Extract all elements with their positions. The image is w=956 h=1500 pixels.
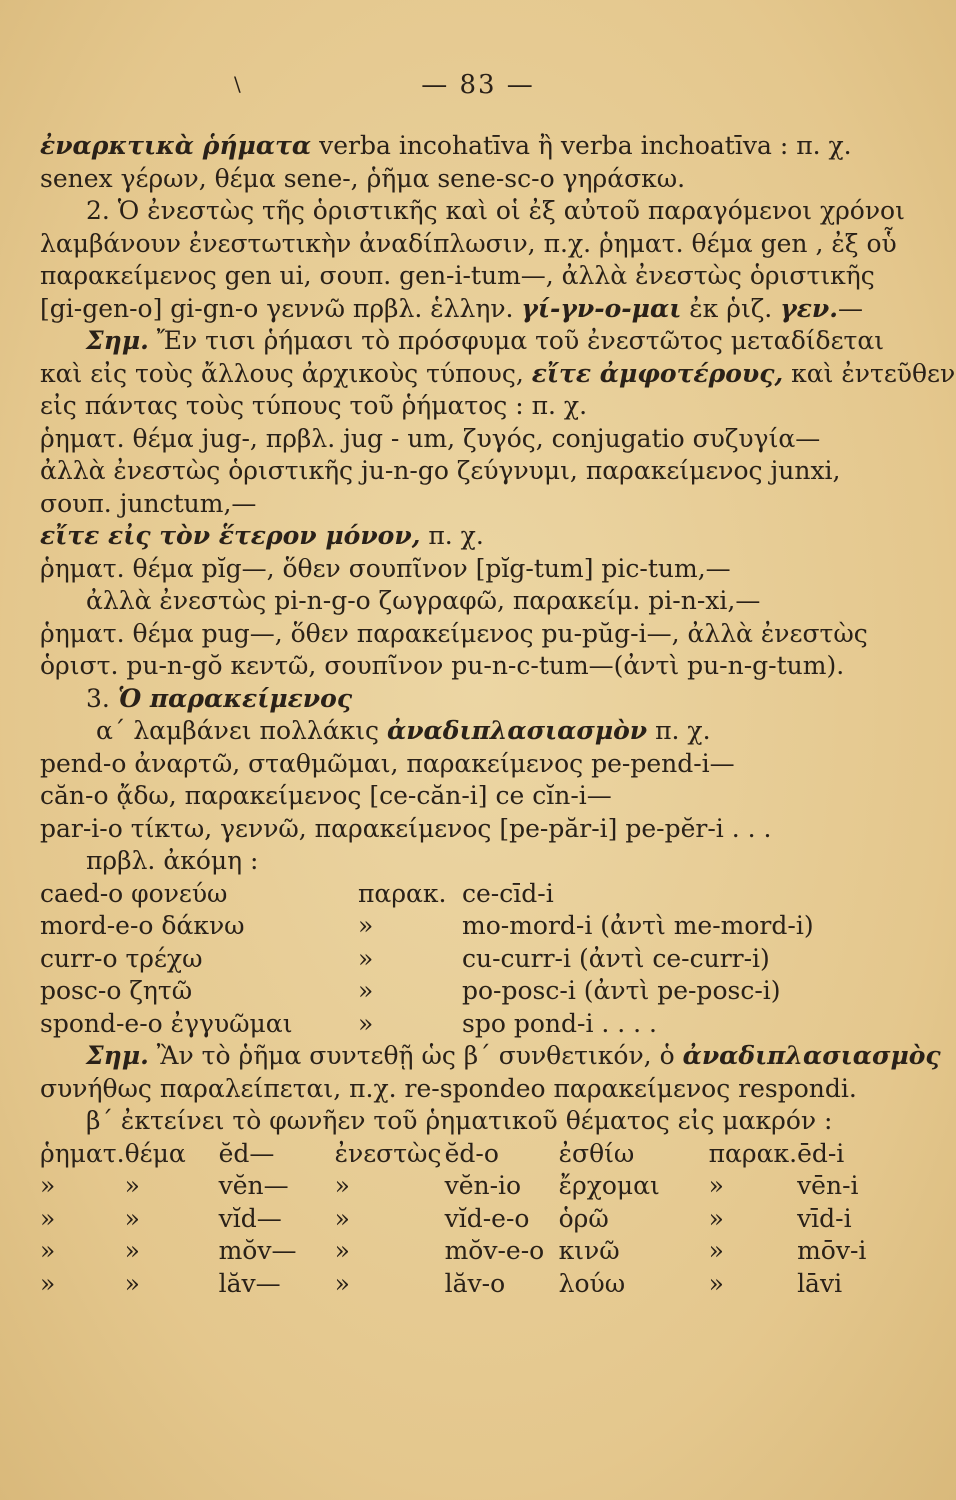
table-cell: παρακ. bbox=[708, 1138, 798, 1168]
vowel-lengthening-table bbox=[40, 1138, 866, 1301]
table-cell: ἔρχομαι bbox=[558, 1171, 660, 1200]
table-cell: κινῶ bbox=[558, 1236, 620, 1265]
table-cell: » bbox=[334, 1171, 350, 1200]
text-run: senex γέρων, θέμα sene-, ῥῆμα sene-sc-o γηράσκω. bbox=[40, 163, 686, 193]
table-cell: po-posc-i (ἀντὶ pe-posc-i) bbox=[462, 976, 781, 1005]
table-cell: » bbox=[708, 1236, 724, 1265]
table-cell: » bbox=[708, 1268, 724, 1298]
text-line bbox=[40, 163, 920, 196]
table-cell: ἐνεστὼς bbox=[334, 1138, 442, 1168]
table-cell: vĭd-e-o bbox=[444, 1203, 530, 1233]
text-line bbox=[40, 683, 920, 716]
table-cell: mo-mord-i (ἀντὶ me-mord-i) bbox=[462, 911, 814, 940]
text-line bbox=[40, 845, 920, 878]
text-run: παρακείμενος gen ui, σουπ. gen-i-tum—, ἀλλὰ ἐνεστὼς ὁριστικῆς bbox=[40, 261, 875, 290]
table-row bbox=[40, 943, 814, 976]
page-number: — 83 — bbox=[421, 70, 535, 100]
text-line bbox=[40, 260, 920, 293]
text-line bbox=[40, 748, 920, 781]
table-cell: » bbox=[358, 911, 374, 940]
table-cell: » bbox=[124, 1236, 140, 1265]
table-row bbox=[40, 1235, 866, 1268]
table-cell: lăv-o bbox=[444, 1268, 506, 1298]
text-line bbox=[40, 650, 920, 683]
table-cell: lăv— bbox=[218, 1268, 281, 1298]
table-cell: lāvi bbox=[797, 1268, 843, 1298]
bold-term: εἴτε ἀμφοτέρους, bbox=[531, 358, 784, 388]
corner-mark: \ bbox=[234, 72, 241, 96]
text-run: verba incohatīva ἢ verba inchoatīva : π. χ. bbox=[311, 131, 852, 160]
table-cell: mŏv-e-o bbox=[444, 1236, 545, 1265]
table-cell: » bbox=[40, 1236, 56, 1265]
text-line bbox=[40, 293, 920, 326]
text-line bbox=[40, 423, 920, 456]
text-run: β΄ ἐκτείνει τὸ φωνῆεν τοῦ ῥηματικοῦ θέματος εἰς μακρόν : bbox=[86, 1106, 833, 1135]
table-cell: posc-o ζητῶ bbox=[40, 976, 193, 1005]
table-cell: curr-o τρέχω bbox=[40, 943, 203, 973]
text-line bbox=[40, 520, 920, 553]
text-run: ῥηματ. θέμα pĭg—, ὅθεν σουπῖνον [pĭg-tum] pic-tum,— bbox=[40, 553, 731, 583]
text-run: π. χ. bbox=[647, 716, 711, 745]
table-cell: » bbox=[358, 943, 374, 973]
table-cell: vēn-i bbox=[797, 1171, 859, 1200]
text-line bbox=[40, 553, 920, 586]
text-run: ἀλλὰ ἐνεστὼς ὁριστικῆς ju-n-go ζεύγνυμι, παρακείμενος junxi, bbox=[40, 456, 841, 485]
bold-term: γί-γν-ο-μαι bbox=[521, 293, 682, 323]
bold-term: ἐναρκτικὰ ῥήματα bbox=[40, 131, 312, 160]
text-run: Ἂν τὸ ῥῆμα συντεθῇ ὡς β΄ συνθετικόν, ὁ bbox=[148, 1041, 683, 1070]
table-cell: vĕn-io bbox=[444, 1171, 522, 1200]
bold-term: Ὁ παρακείμενος bbox=[117, 683, 353, 713]
text-run: ἐκ ῥιζ. bbox=[681, 293, 781, 323]
table-cell: mŏv— bbox=[218, 1236, 297, 1265]
table-cell: θέμα bbox=[124, 1138, 186, 1168]
table-cell: » bbox=[40, 1203, 56, 1233]
text-line bbox=[40, 325, 920, 358]
text-line bbox=[40, 1073, 920, 1106]
bold-term: ἀναδιπλασιασμὸν bbox=[386, 716, 648, 745]
text-run: π. χ. bbox=[420, 521, 484, 550]
page-body bbox=[40, 130, 956, 1300]
table-cell: » bbox=[358, 1008, 374, 1038]
table-cell: » bbox=[358, 976, 374, 1005]
text-run: συνήθως παραλείπεται, π.χ. re-spondeo παρακείμενος respondi. bbox=[40, 1073, 857, 1103]
table-cell: ĕd— bbox=[218, 1138, 275, 1168]
bold-term: εἴτε εἰς τὸν ἕτερον μόνον, bbox=[40, 521, 421, 550]
table-cell: mōv-i bbox=[797, 1236, 867, 1265]
table-row bbox=[40, 1170, 866, 1203]
table-row bbox=[40, 1138, 866, 1171]
table-cell: caed-o φονεύω bbox=[40, 878, 228, 908]
text-run: — bbox=[837, 293, 863, 323]
table-cell: » bbox=[40, 1171, 56, 1200]
text-run: 3. bbox=[86, 683, 118, 713]
text-run: căn-o ᾄδω, παρακείμενος [ce-căn-i] ce cĭn-i— bbox=[40, 781, 612, 810]
table-row bbox=[40, 1268, 866, 1301]
text-line bbox=[40, 130, 920, 163]
text-run: καὶ ἐντεῦθεν bbox=[783, 358, 956, 388]
text-run: σουπ. junctum,— bbox=[40, 488, 257, 518]
text-line bbox=[40, 228, 920, 261]
text-run: pend-o ἀναρτῶ, σταθμῶμαι, παρακείμενος pe-pend-i— bbox=[40, 748, 735, 778]
table-cell: vĕn— bbox=[218, 1171, 289, 1200]
table-cell: » bbox=[40, 1268, 56, 1298]
table-cell: ĕd-o bbox=[444, 1138, 499, 1168]
table-cell: » bbox=[334, 1236, 350, 1265]
table-cell: vīd-i bbox=[797, 1203, 852, 1233]
text-run: λαμβάνουν ἐνεστωτικὴν ἀναδίπλωσιν, π.χ. ῥηματ. θέμα gen , ἐξ οὗ bbox=[40, 228, 897, 258]
table-cell: » bbox=[708, 1203, 724, 1233]
paragraph-block-2 bbox=[40, 1040, 941, 1138]
text-line bbox=[40, 813, 920, 846]
text-line bbox=[40, 488, 920, 521]
text-run: καὶ εἰς τοὺς ἄλλους ἀρχικοὺς τύπους, bbox=[40, 358, 532, 388]
table-row bbox=[40, 1008, 814, 1041]
text-run: par-i-o τίκτω, γεννῶ, παρακείμενος [pe-păr-i] pe-pĕr-i . . . bbox=[40, 813, 772, 843]
table-cell: » bbox=[124, 1171, 140, 1200]
text-run: ὁριστ. pu-n-gŏ κεντῶ, σουπῖνον pu-n-c-tum—(ἀντὶ pu-n-g-tum). bbox=[40, 651, 845, 680]
table-cell: ὁρῶ bbox=[558, 1203, 609, 1233]
text-run: Ἔν τισι ῥήμασι τὸ πρόσφυμα τοῦ ἐνεστῶτος μεταδίδεται bbox=[148, 326, 885, 355]
text-line bbox=[40, 780, 920, 813]
text-line bbox=[40, 1040, 941, 1073]
text-line bbox=[40, 455, 920, 488]
bold-term: Σημ. bbox=[86, 326, 149, 355]
table-cell: » bbox=[708, 1171, 724, 1200]
text-line bbox=[40, 390, 920, 423]
table-cell: cu-curr-i (ἀντὶ ce-curr-i) bbox=[462, 943, 770, 973]
table-cell: spond-e-o ἐγγυῶμαι bbox=[40, 1008, 293, 1038]
paragraph-block-1 bbox=[40, 130, 956, 878]
text-run: ῥηματ. θέμα pug—, ὅθεν παρακείμενος pu-pŭg-i—, ἀλλὰ ἐνεστὼς bbox=[40, 618, 868, 648]
table-cell: spo pond-i . . . . bbox=[462, 1008, 658, 1038]
text-run: πρβλ. ἀκόμη : bbox=[86, 846, 259, 875]
table-row bbox=[40, 878, 814, 911]
bold-term: Σημ. bbox=[86, 1041, 149, 1070]
reduplication-table bbox=[40, 878, 814, 1041]
text-line bbox=[40, 1105, 920, 1138]
text-run: εἰς πάντας τοὺς τύπους τοῦ ῥήματος : π. χ. bbox=[40, 391, 588, 420]
table-cell: ēd-i bbox=[797, 1138, 845, 1168]
table-row bbox=[40, 975, 814, 1008]
table-cell: » bbox=[334, 1203, 350, 1233]
table-cell: ἐσθίω bbox=[558, 1138, 635, 1168]
text-run: 2. Ὁ ἐνεστὼς τῆς ὁριστικῆς καὶ οἱ ἐξ αὐτοῦ παραγόμενοι χρόνοι bbox=[86, 196, 905, 225]
table-cell: » bbox=[334, 1268, 350, 1298]
text-run: ἀλλὰ ἐνεστὼς pi-n-g-o ζωγραφῶ, παρακείμ. pi-n-xi,— bbox=[86, 586, 761, 615]
text-line bbox=[40, 358, 956, 391]
table-cell: ῥηματ. bbox=[40, 1138, 125, 1168]
table-cell: λούω bbox=[558, 1268, 626, 1298]
table-cell: mord-e-o δάκνω bbox=[40, 911, 245, 940]
text-run: α΄ λαμβάνει πολλάκις bbox=[96, 716, 387, 745]
table-row bbox=[40, 910, 814, 943]
text-run: [gi-gen-o] gi-gn-o γεννῶ πρβλ. ἑλλην. bbox=[40, 293, 522, 323]
bold-term: γεν. bbox=[780, 293, 838, 323]
table-cell: vĭd— bbox=[218, 1203, 282, 1233]
text-run: ῥηματ. θέμα jug-, πρβλ. jug - um, ζυγός, conjugatio συζυγία— bbox=[40, 423, 821, 453]
text-line bbox=[40, 618, 920, 651]
table-cell: ce-cīd-i bbox=[462, 878, 554, 908]
table-cell: » bbox=[124, 1203, 140, 1233]
text-line bbox=[40, 715, 920, 748]
bold-term: ἀναδιπλασιασμὸς bbox=[682, 1041, 941, 1070]
text-line bbox=[40, 585, 920, 618]
table-cell: παρακ. bbox=[358, 878, 447, 908]
table-row bbox=[40, 1203, 866, 1236]
table-cell: » bbox=[124, 1268, 140, 1298]
text-line bbox=[40, 195, 920, 228]
